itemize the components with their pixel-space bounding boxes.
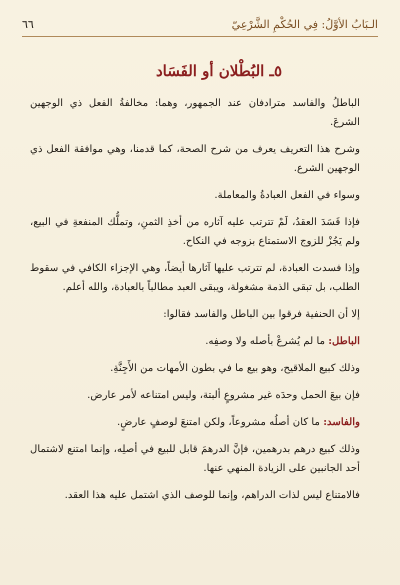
running-title: الـبَابُ الأوَّلُ: فِي الحُكْمِ الشَّرْعِيّ (231, 17, 378, 31)
paragraph-1: الباطلُ والفاسد مترادفان عند الجمهور، وهما: مخالفةُ الفعل ذي الوجهين الشرعَ. (30, 98, 360, 128)
running-header (22, 14, 378, 34)
definition-batil (30, 332, 370, 351)
definition-fasid (30, 413, 370, 432)
paragraph-5: وإذا فسدت العبادة، لم تترتب عليها آثارها أيضاً، وهي الإجزاء الكافي في سقوط الطلب، بل تبقى الذمة مشغولة، ويبقى العبد مطالباً بالعبادة، والله أعلم. (30, 263, 360, 293)
paragraph-6: إلا أن الحنفية فرقوا بين الباطل والفاسد فقالوا: (163, 309, 360, 320)
fasid-note: فالامتناع ليس لذات الدراهم، وإنما للوصف الذي اشتمل عليه هذا العقد. (64, 490, 360, 501)
batil-example: وذلك كبيع الملاقيح، وهو بيع ما في بطون الأمهات من الأَجِنَّةِ. (110, 363, 360, 374)
batil-note: فإن بيعَ الحمل وحدَه غير مشروعٍ ألبتة، وليس امتناعه لأمر عارض. (87, 390, 360, 401)
term-batil: الباطل: (328, 335, 360, 347)
body-text (30, 94, 370, 513)
header-divider (22, 36, 378, 37)
fasid-example: وذلك كبيع درهم بدرهمين، فإنَّ الدرهمَ قابل للبيع في أصلِه، وإنما امتنع لاشتمال أحد الجانبين على الزيادة المنهي عنها. (30, 444, 360, 474)
section-heading: ٥ـ البُطْلان أو الفَسَاد (155, 62, 282, 80)
page-number: ٦٦ (22, 17, 34, 31)
definition-batil-text: ما لم يُشرعْ بأصله ولا وصفِه. (205, 336, 329, 347)
term-fasid: والفاسد: (323, 416, 360, 428)
paragraph-3: وسواء في الفعل العبادةُ والمعاملة. (214, 190, 360, 201)
definition-fasid-text: ما كان أصلُه مشروعاً، ولكن امتنعَ لوصفٍ عارضٍ. (116, 417, 324, 428)
paragraph-2: وشرح هذا التعريف يعرف من شرح الصحة، كما قدمنا، وهي موافقة الفعل ذي الوجهين الشرع. (30, 144, 360, 174)
paragraph-4: فإذا فَسَدَ العقدُ، لَمْ تترتب عليه آثاره من أخذِ الثمنِ، وتملُّك المنفعةِ في البيع، ولم يَجُزْ للزوج الاستمتاع بزوجه في النكاح. (30, 217, 360, 247)
